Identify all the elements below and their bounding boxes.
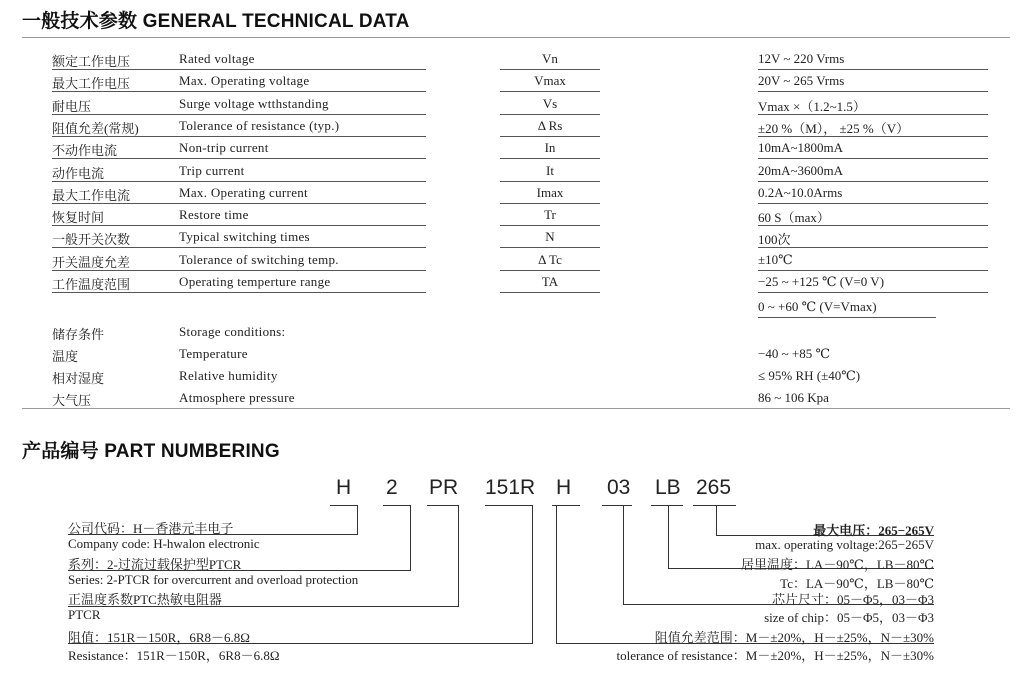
spec-name-zh: 动作电流 xyxy=(52,165,105,181)
spec-row xyxy=(52,204,952,226)
spec-row xyxy=(52,48,952,70)
spec-value: 20mA~3600mA xyxy=(758,162,844,178)
company-code-zh: 公司代码：H－香港元丰电子 xyxy=(68,521,234,536)
code-tolerance: H xyxy=(556,476,572,499)
spec-name-en: Tolerance of switching temp. xyxy=(179,251,339,267)
spec-name-en: Tolerance of resistance (typ.) xyxy=(179,117,340,133)
code-type: PR xyxy=(429,476,459,499)
spec-name-en: Max. Operating current xyxy=(179,184,308,200)
spec-name-en: Surge voltage wtthstanding xyxy=(179,95,329,111)
tolerance-en: tolerance of resistance：M－±20%，H－±25%，N－±30% xyxy=(616,648,934,663)
spec-name-zh: 最大工作电流 xyxy=(52,187,131,203)
spec-value: −25 ~ +125 ℃ (V=0 V) xyxy=(758,274,885,289)
code-resistance: 151R xyxy=(485,476,536,499)
spec-name-en: Trip current xyxy=(179,162,245,178)
extra-temp-value: 0 ~ +60 ℃ (V=Vmax) xyxy=(758,299,877,314)
general-data-heading: 一般技术参数 GENERAL TECHNICAL DATA xyxy=(22,11,410,32)
spec-name-en: Rated voltage xyxy=(179,51,255,66)
company-code-en: Company code: H-hwalon electronic xyxy=(68,536,260,551)
code-series: 2 xyxy=(386,476,398,499)
series-zh: 系列：2-过流过载保护型PTCR xyxy=(68,557,242,572)
storage-row xyxy=(52,343,952,365)
spec-row xyxy=(52,271,952,293)
curie-temp-zh: 居里温度：LA－90℃，LB－80℃ xyxy=(740,557,934,572)
storage-name-zh: 相对湿度 xyxy=(52,371,105,386)
spec-row xyxy=(52,249,952,271)
storage-name-en: Storage conditions: xyxy=(179,324,286,339)
spec-symbol: Imax xyxy=(536,184,564,200)
storage-name-zh: 大气压 xyxy=(52,393,92,408)
spec-name-zh: 不动作电流 xyxy=(52,143,118,159)
row-underline xyxy=(52,292,426,293)
spec-row xyxy=(52,160,952,182)
row-underline xyxy=(758,292,988,293)
spec-name-zh: 开关温度允差 xyxy=(52,254,131,270)
code-company: H xyxy=(336,476,352,499)
spec-symbol: Δ Tc xyxy=(538,251,562,267)
storage-row xyxy=(52,387,952,409)
spec-symbol: TA xyxy=(541,274,559,289)
spec-value: Vmax ×（1.2~1.5） xyxy=(758,98,866,114)
spec-name-zh: 一般开关次数 xyxy=(52,232,131,248)
spec-symbol: N xyxy=(545,229,555,245)
spec-value: 20V ~ 265 Vrms xyxy=(758,73,845,89)
storage-name-zh: 温度 xyxy=(52,349,79,364)
ptc-zh: 正温度系数PTC热敏电阻器 xyxy=(68,592,222,607)
spec-symbol: Vs xyxy=(542,95,558,111)
code-curie-temp: LB xyxy=(655,476,681,499)
spec-name-zh: 最大工作电压 xyxy=(52,76,131,92)
spec-name-zh: 额定工作电压 xyxy=(52,54,131,69)
spec-name-zh: 耐电压 xyxy=(52,98,92,114)
spec-row xyxy=(52,70,952,92)
chip-size-zh: 芯片尺寸：05－Φ5，03－Φ3 xyxy=(771,592,934,607)
storage-divider xyxy=(22,408,1010,409)
storage-name-zh: 储存条件 xyxy=(52,327,105,342)
part-numbering-heading: 产品编号 PART NUMBERING xyxy=(22,441,280,462)
spec-symbol: It xyxy=(546,162,554,178)
spec-name-zh: 工作温度范围 xyxy=(52,277,131,292)
max-voltage-en: max. operating voltage:265−265V xyxy=(755,537,934,552)
resistance-zh: 阻值：151R－150R，6R8－6.8Ω xyxy=(68,630,250,645)
heading-divider xyxy=(22,37,1010,38)
spec-row xyxy=(52,182,952,204)
spec-symbol: Tr xyxy=(544,207,556,223)
chip-size-en: size of chip：05－Φ5，03－Φ3 xyxy=(764,610,934,625)
spec-name-en: Restore time xyxy=(179,207,249,223)
resistance-en: Resistance：151R－150R，6R8－6.8Ω xyxy=(68,648,280,663)
spec-row xyxy=(52,137,952,159)
storage-name-en: Relative humidity xyxy=(179,368,278,383)
series-en: Series: 2-PTCR for overcurrent and overload protection xyxy=(68,572,359,587)
tolerance-zh: 阻值允差范围：M－±20%，H－±25%，N－±30% xyxy=(654,630,934,645)
spec-symbol: Vmax xyxy=(534,73,566,89)
storage-value: 86 ~ 106 Kpa xyxy=(758,390,829,405)
extra-value-underline xyxy=(758,317,936,318)
spec-name-en: Non-trip current xyxy=(179,140,269,156)
spec-value: 10mA~1800mA xyxy=(758,140,844,156)
spec-value: 0.2A~10.0Arms xyxy=(758,184,843,200)
ptc-en: PTCR xyxy=(68,607,101,622)
spec-row xyxy=(52,226,952,248)
spec-value: 100次 xyxy=(758,232,791,248)
curie-temp-en: Tc：LA－90℃，LB－80℃ xyxy=(780,576,934,591)
spec-value: ±20 %（M）， ±25 %（V） xyxy=(758,120,910,136)
code-chip-size: 03 xyxy=(607,476,631,499)
spec-symbol: In xyxy=(544,140,556,156)
spec-symbol: Δ Rs xyxy=(537,117,563,133)
row-underline xyxy=(500,292,600,293)
spec-symbol: Vn xyxy=(542,51,558,66)
spec-row xyxy=(52,93,952,115)
spec-name-zh: 恢复时间 xyxy=(52,210,105,226)
spec-value: 60 S（max） xyxy=(758,210,830,226)
storage-name-en: Temperature xyxy=(179,346,248,361)
spec-name-zh: 阻值允差(常规) xyxy=(52,120,139,136)
spec-name-en: Max. Operating voltage xyxy=(179,73,310,89)
storage-row xyxy=(52,321,952,343)
storage-value: ≤ 95% RH (±40℃) xyxy=(758,368,861,383)
storage-value: −40 ~ +85 ℃ xyxy=(758,346,830,361)
max-voltage-zh: 最大电压：265−265V xyxy=(813,523,934,538)
spec-row xyxy=(52,115,952,137)
spec-value: ±10℃ xyxy=(758,251,793,267)
code-max-voltage: 265 xyxy=(696,476,732,499)
storage-row xyxy=(52,365,952,387)
spec-name-en: Operating temperture range xyxy=(179,274,331,289)
spec-value: 12V ~ 220 Vrms xyxy=(758,51,845,66)
spec-name-en: Typical switching times xyxy=(179,229,310,245)
storage-name-en: Atmosphere pressure xyxy=(179,390,295,405)
